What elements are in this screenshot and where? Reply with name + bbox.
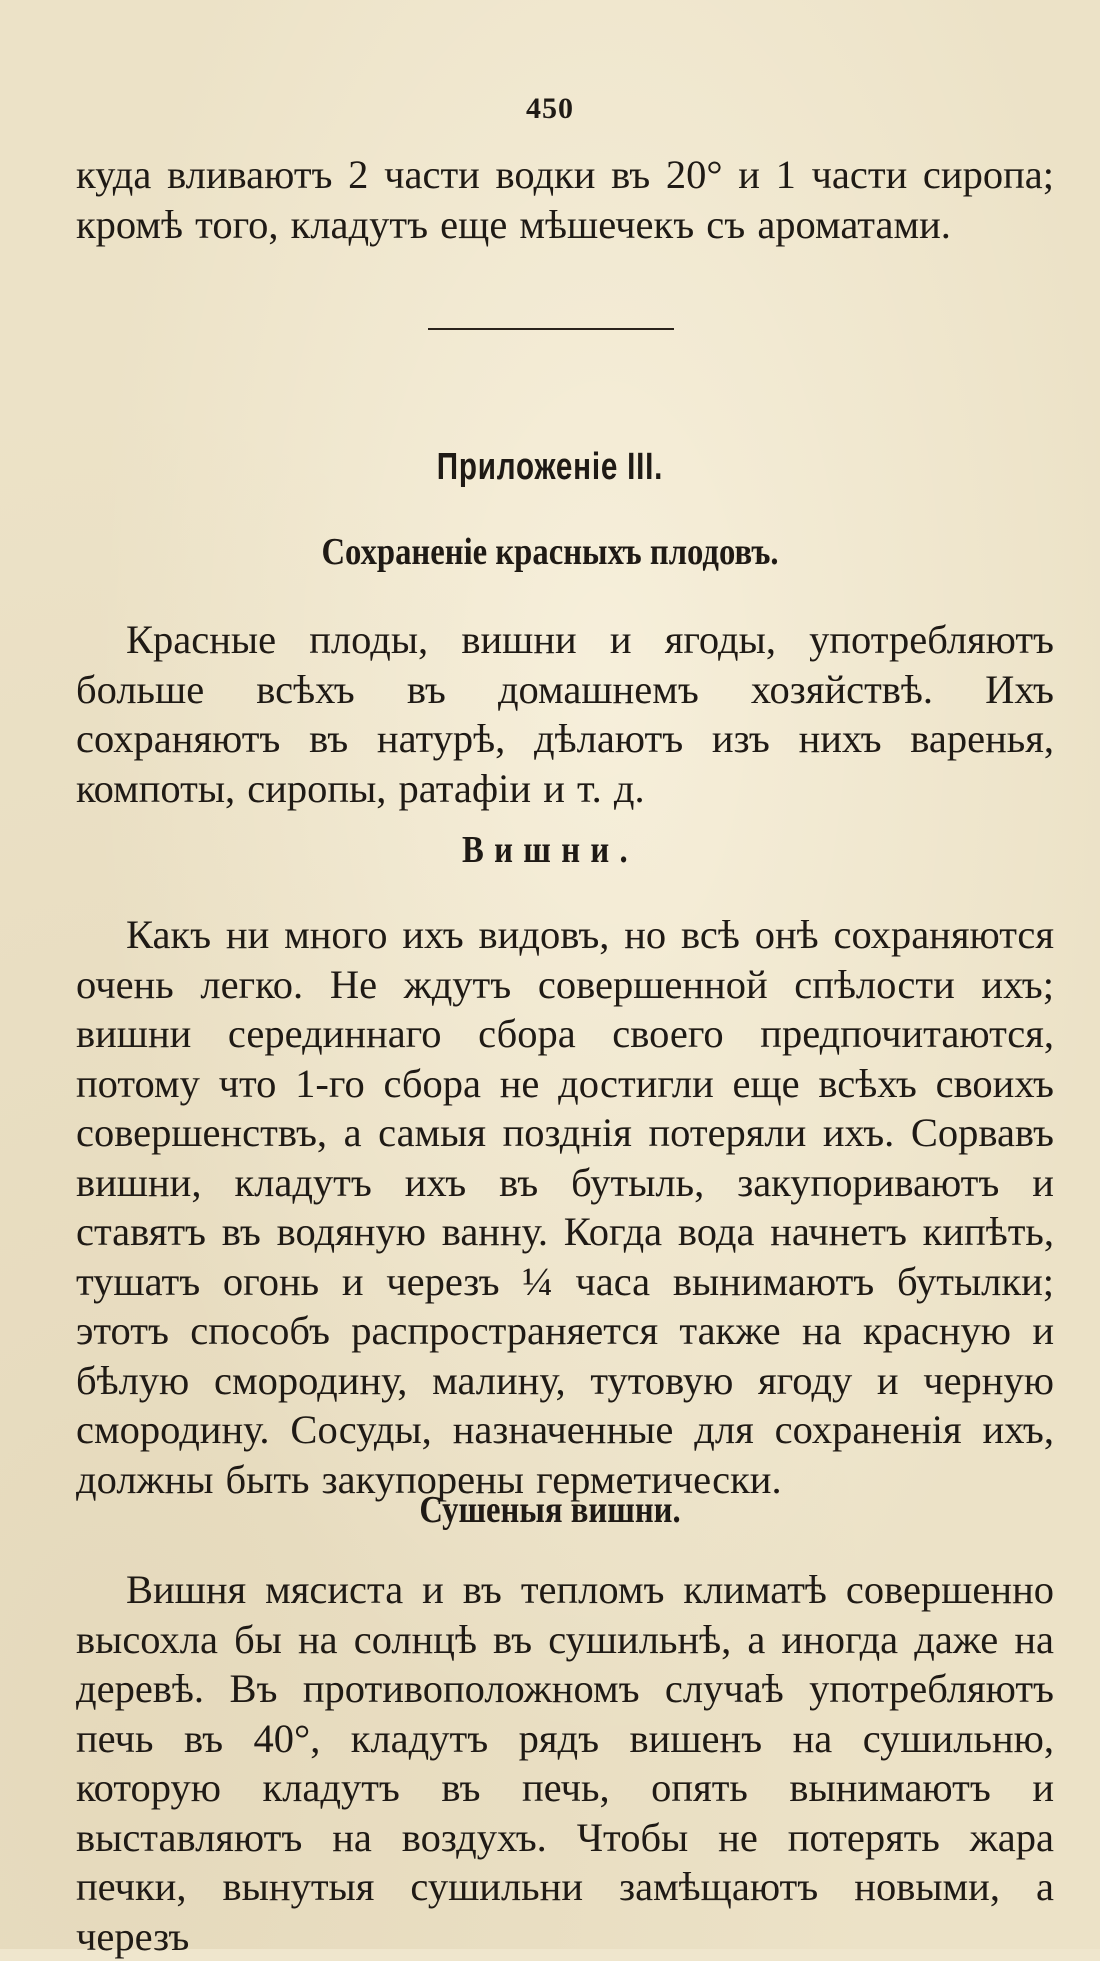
subsection-title-cherries: Вишни. [462,829,638,871]
subsection-paragraph-dried-cherries: Вишня мясиста и въ тепломъ климатѣ совершенно высохла бы на солнцѣ въ сушильнѣ, а иногда даже на деревѣ. Въ противоположномъ случаѣ употребляютъ печь въ 40°, кладутъ рядъ вишенъ на сушильню, которую кладутъ въ печь, опять вынимаютъ и выставляютъ на воздухъ. Чтобы не потерять жара печки, вынутыя сушильни замѣщаютъ новыми, а черезъ [76,1567,1054,1959]
section-paragraph: Красные плоды, вишни и ягоды, употребляютъ больше всѣхъ въ домашнемъ хозяйствѣ. Ихъ сохраняютъ въ натурѣ, дѣлаютъ изъ нихъ варенья, компоты, сиропы, ратафіи и т. д. [76,617,1054,811]
continuation-paragraph: куда вливаютъ 2 части водки въ 20° и 1 части сиропа; кромѣ того, кладутъ еще мѣшечекъ съ ароматами. [76,152,1054,247]
section-divider [428,328,674,330]
appendix-title: Приложеніе III. [436,446,664,488]
subsection-paragraph-cherries: Какъ ни много ихъ видовъ, но всѣ онѣ сохраняются очень легко. Не ждутъ совершенной спѣлости ихъ; вишни серединнаго сбора своего предпочитаются, потому что 1-го сбора не достигли еще всѣхъ своихъ совершенствъ, а самыя позднія потеряли ихъ. Сорвавъ вишни, кладутъ ихъ въ бутыль, закупориваютъ и ставятъ въ водяную ванну. Когда вода начнетъ кипѣть, тушатъ огонь и черезъ ¼ часа вынимаютъ бутылки; этотъ способъ распространяется также на красную и бѣлую смородину, малину, тутовую ягоду и черную смородину. Сосуды, назначенные для сохраненія ихъ, должны быть закупорены герметически. [76,912,1054,1502]
subsection-title-dried-cherries: Сушеныя вишни. [419,1489,681,1531]
section-title: Сохраненіе красныхъ плодовъ. [321,531,779,573]
page-number: 450 [526,92,574,125]
